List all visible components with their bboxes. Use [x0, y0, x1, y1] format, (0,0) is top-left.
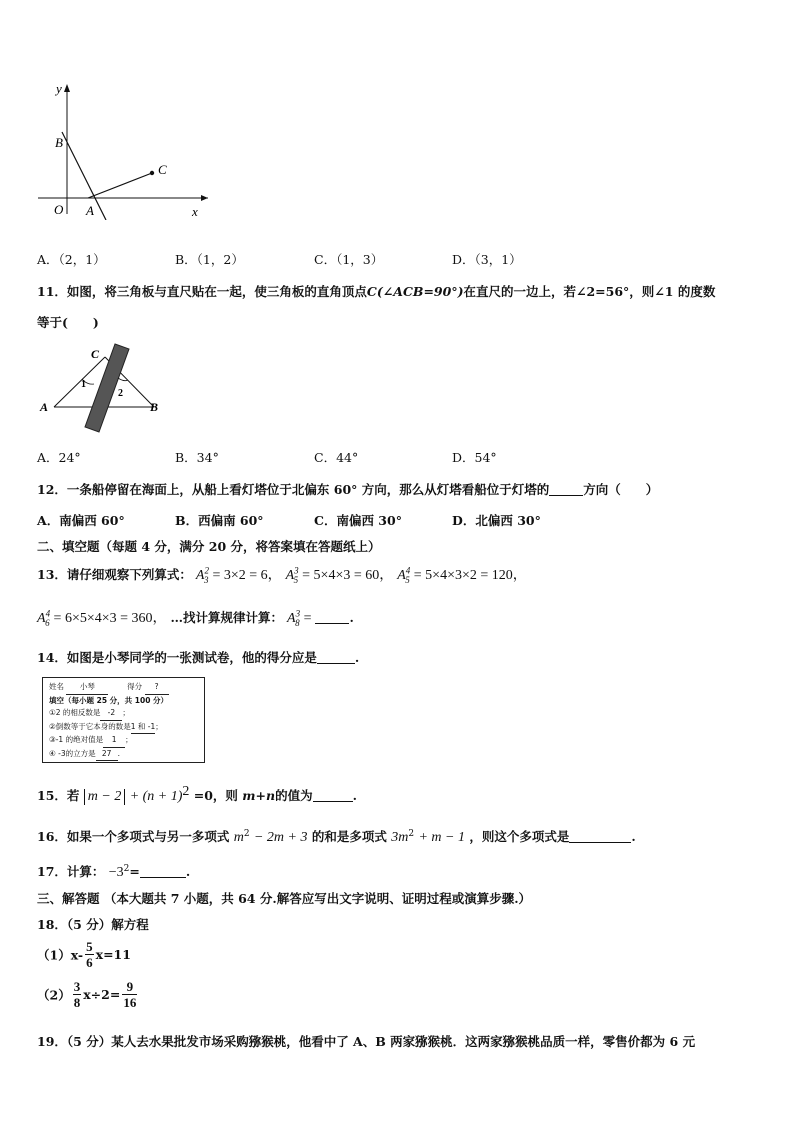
q18-title: 18．（5 分）解方程 — [37, 917, 149, 932]
q10-option-c[interactable]: C．（1，3） — [314, 252, 384, 267]
y-axis-label: y — [56, 81, 62, 96]
q12-option-b[interactable]: B．西偏南 60° — [175, 513, 264, 528]
coordinate-figure — [30, 80, 220, 220]
q12-option-d[interactable]: D．北偏西 30° — [452, 513, 541, 528]
q15-question: 15．若 $m - 2 + (n + 1)^2 =0$，则 m+n的值为 . — [37, 784, 357, 805]
q19-question: 19．（5 分）某人去水果批发市场采购猕猴桃，他看中了 A、B 两家猕猴桃．这两家猕猴桃品质一样，零售价都为 6 元 — [37, 1034, 696, 1049]
q10-option-b[interactable]: B．（1，2） — [175, 252, 244, 267]
angle-1-label: 1 — [81, 379, 86, 390]
q13-answer-blank[interactable] — [315, 611, 349, 624]
angle-2-label: 2 — [118, 388, 123, 399]
point-b-label: B — [55, 135, 63, 150]
x-axis-label: x — [192, 204, 198, 219]
q18-part2: （2） $\frac{3}{8}$ x÷2= $\frac{9}{16}$ — [37, 979, 137, 1010]
q11-question: 11．如图，将三角板与直尺贴在一起，使三角板的直角顶点C(∠ACB=90°)在直尺的一边上，若∠2=56°，则∠1 的度数 — [37, 284, 716, 299]
q16-question: 16．如果一个多项式与另一多项式 $m^2 - 2m + 3$ 的和是多项式 $3m^2 + m - 1$ ，则这个多项式是 . — [37, 828, 636, 845]
point-c-label: C — [158, 162, 167, 177]
q13-line1: 13．请仔细观察下列算式： $A^2_3 = 3\times 2 = 6$， $A^3_5 = 5\times 4\times 3 = 60$， $A^4_5 = 5\times 4\times 3\times 2 = 120$， — [37, 565, 527, 585]
q15-answer-blank[interactable] — [313, 789, 353, 802]
q11-question-line2: 等于( ) — [37, 315, 99, 330]
q18-part1: （1）x- $\frac{5}{6}$ x=11 — [37, 939, 131, 970]
q11-option-b[interactable]: B．34° — [175, 450, 219, 465]
test-paper-card: 姓名 小琴 得分 ? 填空（每小题 25 分，共 100 分） ①2 的相反数是 -2 ； ②倒数等于它本身的数是1 和 -1； ③-1 的绝对值是 1 ； ④ -3的立方是 27 . — [42, 677, 205, 763]
q13-line2: $A^4_6 = 6\times 5\times 4\times 3 = 360$， …找计算规律计算： $A^3_8$ = . — [37, 608, 354, 628]
triangle-ruler-figure — [36, 340, 166, 435]
q12-option-c[interactable]: C．南偏西 30° — [314, 513, 402, 528]
q14-answer-blank[interactable] — [317, 651, 355, 664]
q10-option-d[interactable]: D．（3，1） — [452, 252, 522, 267]
q17-answer-blank[interactable] — [140, 865, 186, 878]
q10-option-a[interactable]: A．（2，1） — [37, 252, 106, 267]
vertex-c-label: C — [91, 347, 100, 361]
origin-label: O — [54, 202, 64, 217]
q11-option-c[interactable]: C．44° — [314, 450, 359, 465]
vertex-b-label: B — [150, 400, 159, 414]
q11-option-a[interactable]: A．24° — [37, 450, 81, 465]
q17-question: 17．计算： $-3^2=$ . — [37, 863, 191, 880]
point-a-label: A — [86, 203, 94, 218]
q12-question: 12．一条船停留在海面上，从船上看灯塔位于北偏东 60° 方向，那么从灯塔看船位于灯塔的 方向（ ） — [37, 482, 659, 497]
section-3-heading: 三、解答题 （本大题共 7 小题，共 64 分.解答应写出文字说明、证明过程或演算步骤.） — [37, 891, 532, 906]
vertex-a-label: A — [40, 400, 49, 414]
q12-option-a[interactable]: A．南偏西 60° — [37, 513, 125, 528]
section-2-heading: 二、填空题（每题 4 分，满分 20 分，将答案填在答题纸上） — [37, 539, 381, 554]
q14-question: 14．如图是小琴同学的一张测试卷，他的得分应是 . — [37, 650, 360, 665]
q11-option-d[interactable]: D．54° — [452, 450, 497, 465]
q16-answer-blank[interactable] — [569, 830, 631, 843]
